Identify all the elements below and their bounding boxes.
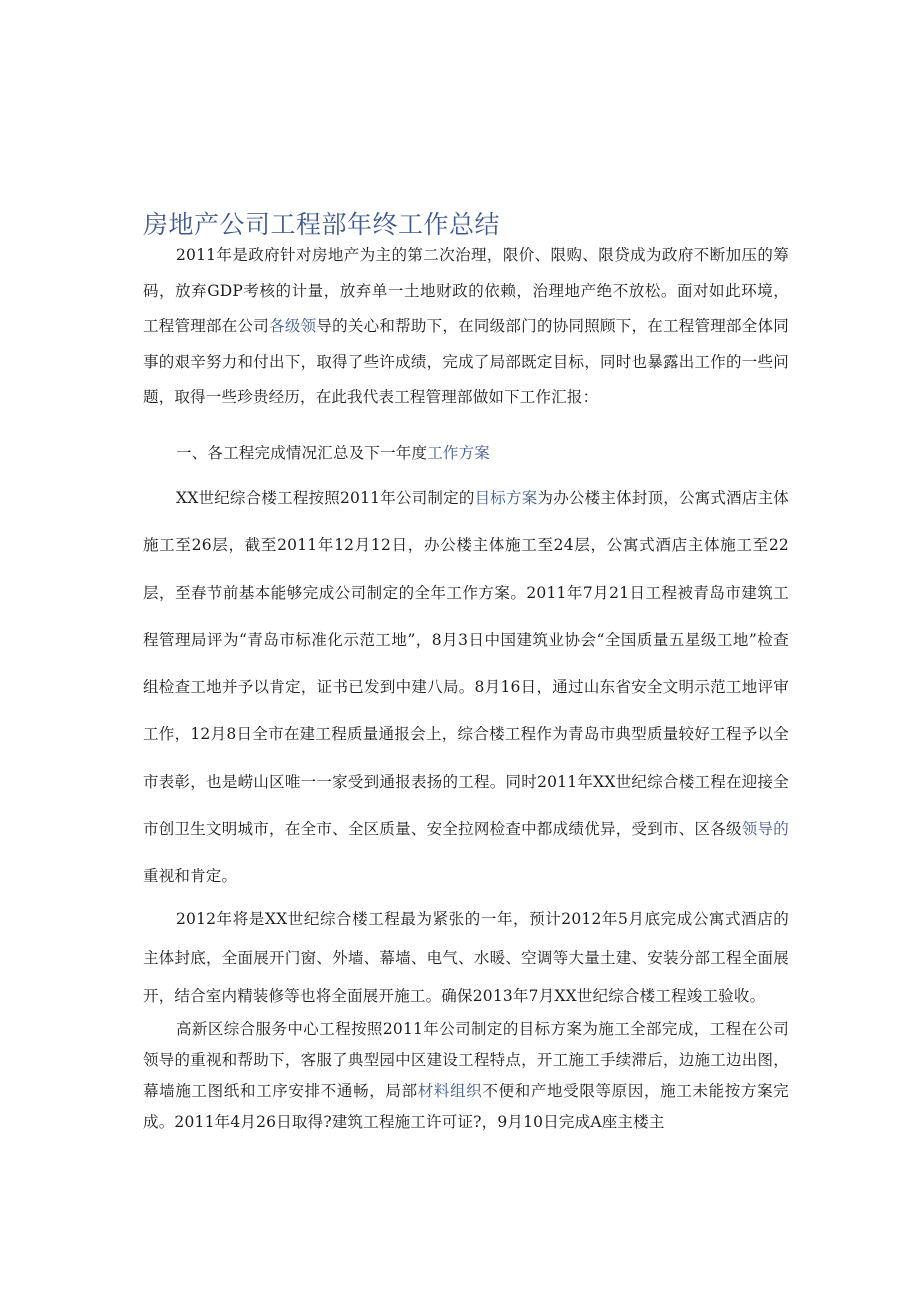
paragraph-text: 导的关心和帮助下，在同级部门的协同照顾下，在工程管理部全体同事的艰辛努力和付出下，取得了些许成绩，完成了局部既定目标，同时也暴露出工作的一些问题，取得一些珍贵经历，在此我代表工程管理部做如下工作汇报： bbox=[143, 317, 789, 406]
paragraph-text: 2011年是政府针对房地产为主的第二次治理，限价、限购、限贷成为政府不断加压的筹码，放弃GDP考核的计量，放弃单一土地财政的依赖，治理地产绝不放松。面对如此环境，工程管理部在公司 bbox=[143, 246, 789, 335]
paragraph-text: XX世纪综合楼工程按照2011年公司制定的 bbox=[176, 489, 475, 507]
paragraph-text: 2012年将是XX世纪综合楼工程最为紧张的一年，预计2012年5月底完成公寓式酒店的主体封底，全面展开门窗、外墙、幕墙、电气、水暖、空调等大量土建、安装分部工程全面展开，结合室内精装修等也将全面展开施工。确保2013年7月XX世纪综合楼工程竣工验收。 bbox=[143, 910, 789, 1005]
hyperlink-text[interactable]: 目标方案 bbox=[474, 489, 538, 507]
paragraph-text: 不便和产地受限等原因，施工未能按方案完成。2011年4月26日取得?建筑工程施工许可证?，9月10日完成A座主楼主 bbox=[143, 1082, 789, 1131]
paragraph-text: 重视和肯定。 bbox=[143, 867, 238, 886]
paragraph-project-2 bbox=[143, 1014, 789, 1138]
hyperlink-text[interactable]: 各级领 bbox=[269, 317, 317, 335]
paragraph-intro bbox=[143, 238, 789, 416]
hyperlink-text[interactable]: 领导的 bbox=[741, 820, 789, 839]
hyperlink-text[interactable]: 材料组织 bbox=[417, 1082, 483, 1100]
paragraph-plan-2012 bbox=[143, 900, 789, 1016]
paragraph-text: 为办公楼主体封顶，公寓式酒店主体施工至26层，截至2011年12月12日，办公楼主体施工至24层，公寓式酒店主体施工至22层，至春节前基本能够完成公司制定的全年工作方案。2011年7月21日工程被青岛市建筑工程管理局评为“青岛市标准化示范工地”，8月3日中国建筑业协会“全国质量五星级工地”检查组检查工地并予以肯定，证书已发到中建八局。8月16日，通过山东省安全文明示范工地评审工作，12月8日全市在建工程质量通报会上，综合楼工程作为青岛市典型质量较好工程予以全市表彰，也是崂山区唯一一家受到通报表扬的工程。同时2011年XX世纪综合楼工程在迎接全市创卫生文明城市，在全市、全区质量、安全拉网检查中都成绩优异，受到市、区各级 bbox=[143, 489, 789, 839]
hyperlink-text[interactable]: 工作方案 bbox=[427, 444, 491, 462]
section-heading bbox=[176, 438, 490, 468]
paragraph-project-1 bbox=[143, 475, 789, 901]
heading-text: 一、各工程完成情况汇总及下一年度 bbox=[176, 444, 428, 462]
paragraph-text: 高新区综合服务中心工程按照2011年公司制定的目标方案为施工全部完成，工程在公司领导的重视和帮助下，客服了典型园中区建设工程特点，开工施工手续滞后，边施工边出图，幕墙施工图纸和工序安排不通畅，局部 bbox=[143, 1020, 789, 1100]
document-title: 房地产公司工程部年终工作总结 bbox=[143, 210, 501, 239]
